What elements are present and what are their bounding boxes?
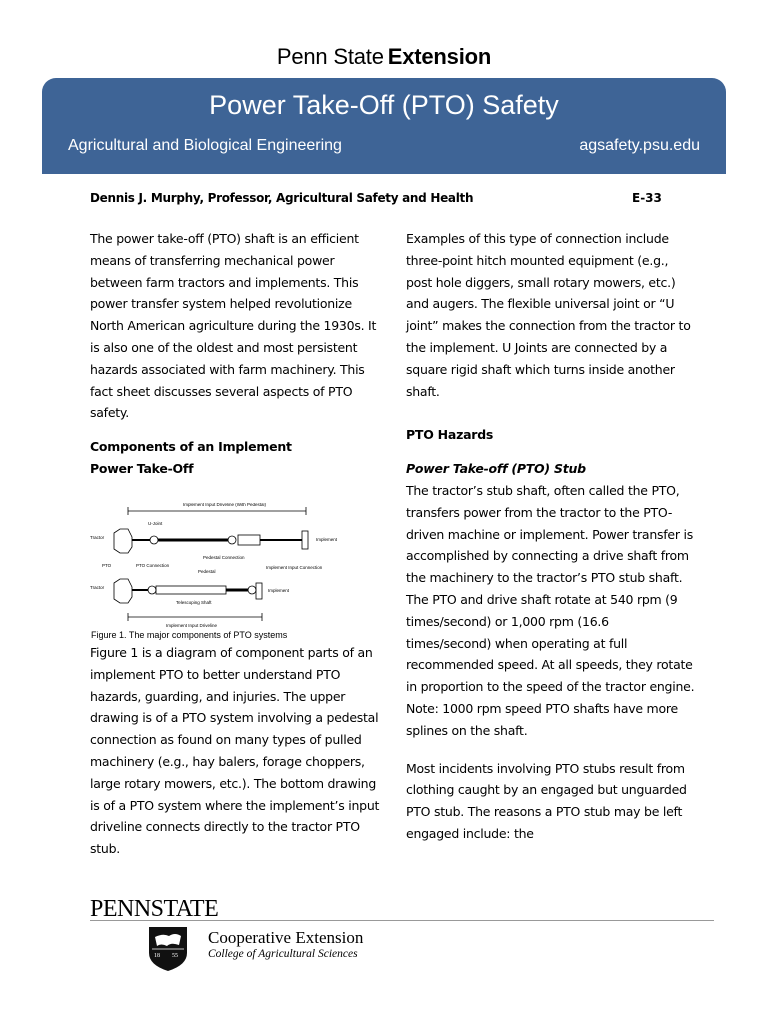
website-url[interactable]: agsafety.psu.edu (579, 137, 700, 154)
figure-caption: Figure 1. The major components of PTO systems (91, 630, 288, 640)
pennstate-wordmark: PENNSTATE (90, 896, 219, 922)
label-pto-connection: PTO Connection (136, 563, 170, 568)
title-banner (42, 78, 726, 174)
department-name: Agricultural and Biological Engineering (68, 137, 342, 154)
left-column-lower (90, 642, 380, 860)
label-tractor-bottom: Tractor (90, 585, 105, 590)
cooperative-extension: Cooperative Extension (208, 928, 364, 947)
incidents-paragraph: Most incidents involving PTO stubs result from clothing caught by an engaged but unguarded PTO stub. The reasons a PTO stub may be left engaged include: the (406, 760, 687, 841)
shield-year-right: 55 (172, 953, 178, 959)
intro-paragraph: The power take-off (PTO) shaft is an efficient means of transferring mechanical power between farm tractors and implements. This power transfer system helped revolutionize North American agriculture during the 1930s. It is also one of the oldest and most persistent hazards associated with farm machinery. This fact sheet discusses several aspects of PTO safety. (90, 231, 377, 421)
right-column (406, 228, 696, 845)
label-telescoping: Telescoping Shaft (176, 600, 212, 605)
label-tractor-top: Tractor (90, 535, 105, 540)
label-implement-bottom: Implement (268, 588, 290, 593)
components-heading-line2: Power Take-Off (90, 460, 194, 476)
label-implement-top: Implement (316, 537, 338, 542)
document-code: E-33 (632, 191, 662, 205)
hazards-heading: PTO Hazards (406, 427, 494, 443)
label-pedestal: Pedestal (198, 569, 216, 574)
brand-strong: Extension (387, 44, 492, 69)
examples-paragraph: Examples of this type of connection include three-point hitch mounted equipment (e.g., post hole diggers, small rotary mowers, etc.) and augers. The flexible universal joint or “U joint” makes the connection from the tractor to the implement. U Joints are connected by a square rigid shaft which turns inside another shaft. (406, 231, 691, 399)
stub-paragraph: The tractor’s stub shaft, often called the PTO, transfers power from the tractor to the PTO-driven machine or implement. Power transfer is accomplished by connecting a drive shaft from the machinery to the tractor’s PTO stub shaft. The PTO and drive shaft rotate at 540 rpm (9 times/second) or 1,000 rpm (16.6 times/second) when operating at full recommended speed. At all speeds, they rotate in proportion to the speed of the tractor engine. Note: 1000 rpm speed PTO shafts have more splines on the shaft. (406, 482, 695, 738)
page-title: Power Take-Off (PTO) Safety (209, 90, 559, 120)
label-ujoint: U-Joint (148, 521, 163, 526)
left-column (90, 228, 380, 480)
author-line: Dennis J. Murphy, Professor, Agricultural Safety and Health (90, 191, 474, 205)
label-top-driveline: Implement Input Driveline (With Pedestal) (183, 503, 267, 507)
shield-year-left: 18 (154, 953, 160, 959)
label-implement-input-connection: Implement Input Connection (266, 565, 323, 570)
label-pto: PTO (102, 563, 112, 568)
stub-heading: Power Take-off (PTO) Stub (406, 461, 586, 477)
components-heading-line1: Components of an Implement (90, 439, 292, 455)
figure-description: Figure 1 is a diagram of component parts of an implement PTO to better understand PTO hazards, guarding, and injuries. The upper drawing is of a PTO system involving a pedestal connection as found on many types of pulled machinery (e.g., hay balers, forage choppers, large rotary mowers, etc.). The bottom drawing is of a PTO system where the implement’s input driveline connects directly to the tractor PTO stub. (90, 645, 380, 857)
label-pedestal-connection: Pedestal Connection (203, 555, 245, 560)
label-bottom-driveline: Implement Input Driveline (166, 623, 218, 628)
college-name: College of Agricultural Sciences (208, 948, 358, 960)
pto-components-diagram (88, 503, 350, 631)
penn-state-shield-icon (149, 927, 187, 971)
brand-header (0, 44, 768, 70)
brand-name: Penn State (276, 44, 384, 69)
components-heading (90, 436, 380, 480)
